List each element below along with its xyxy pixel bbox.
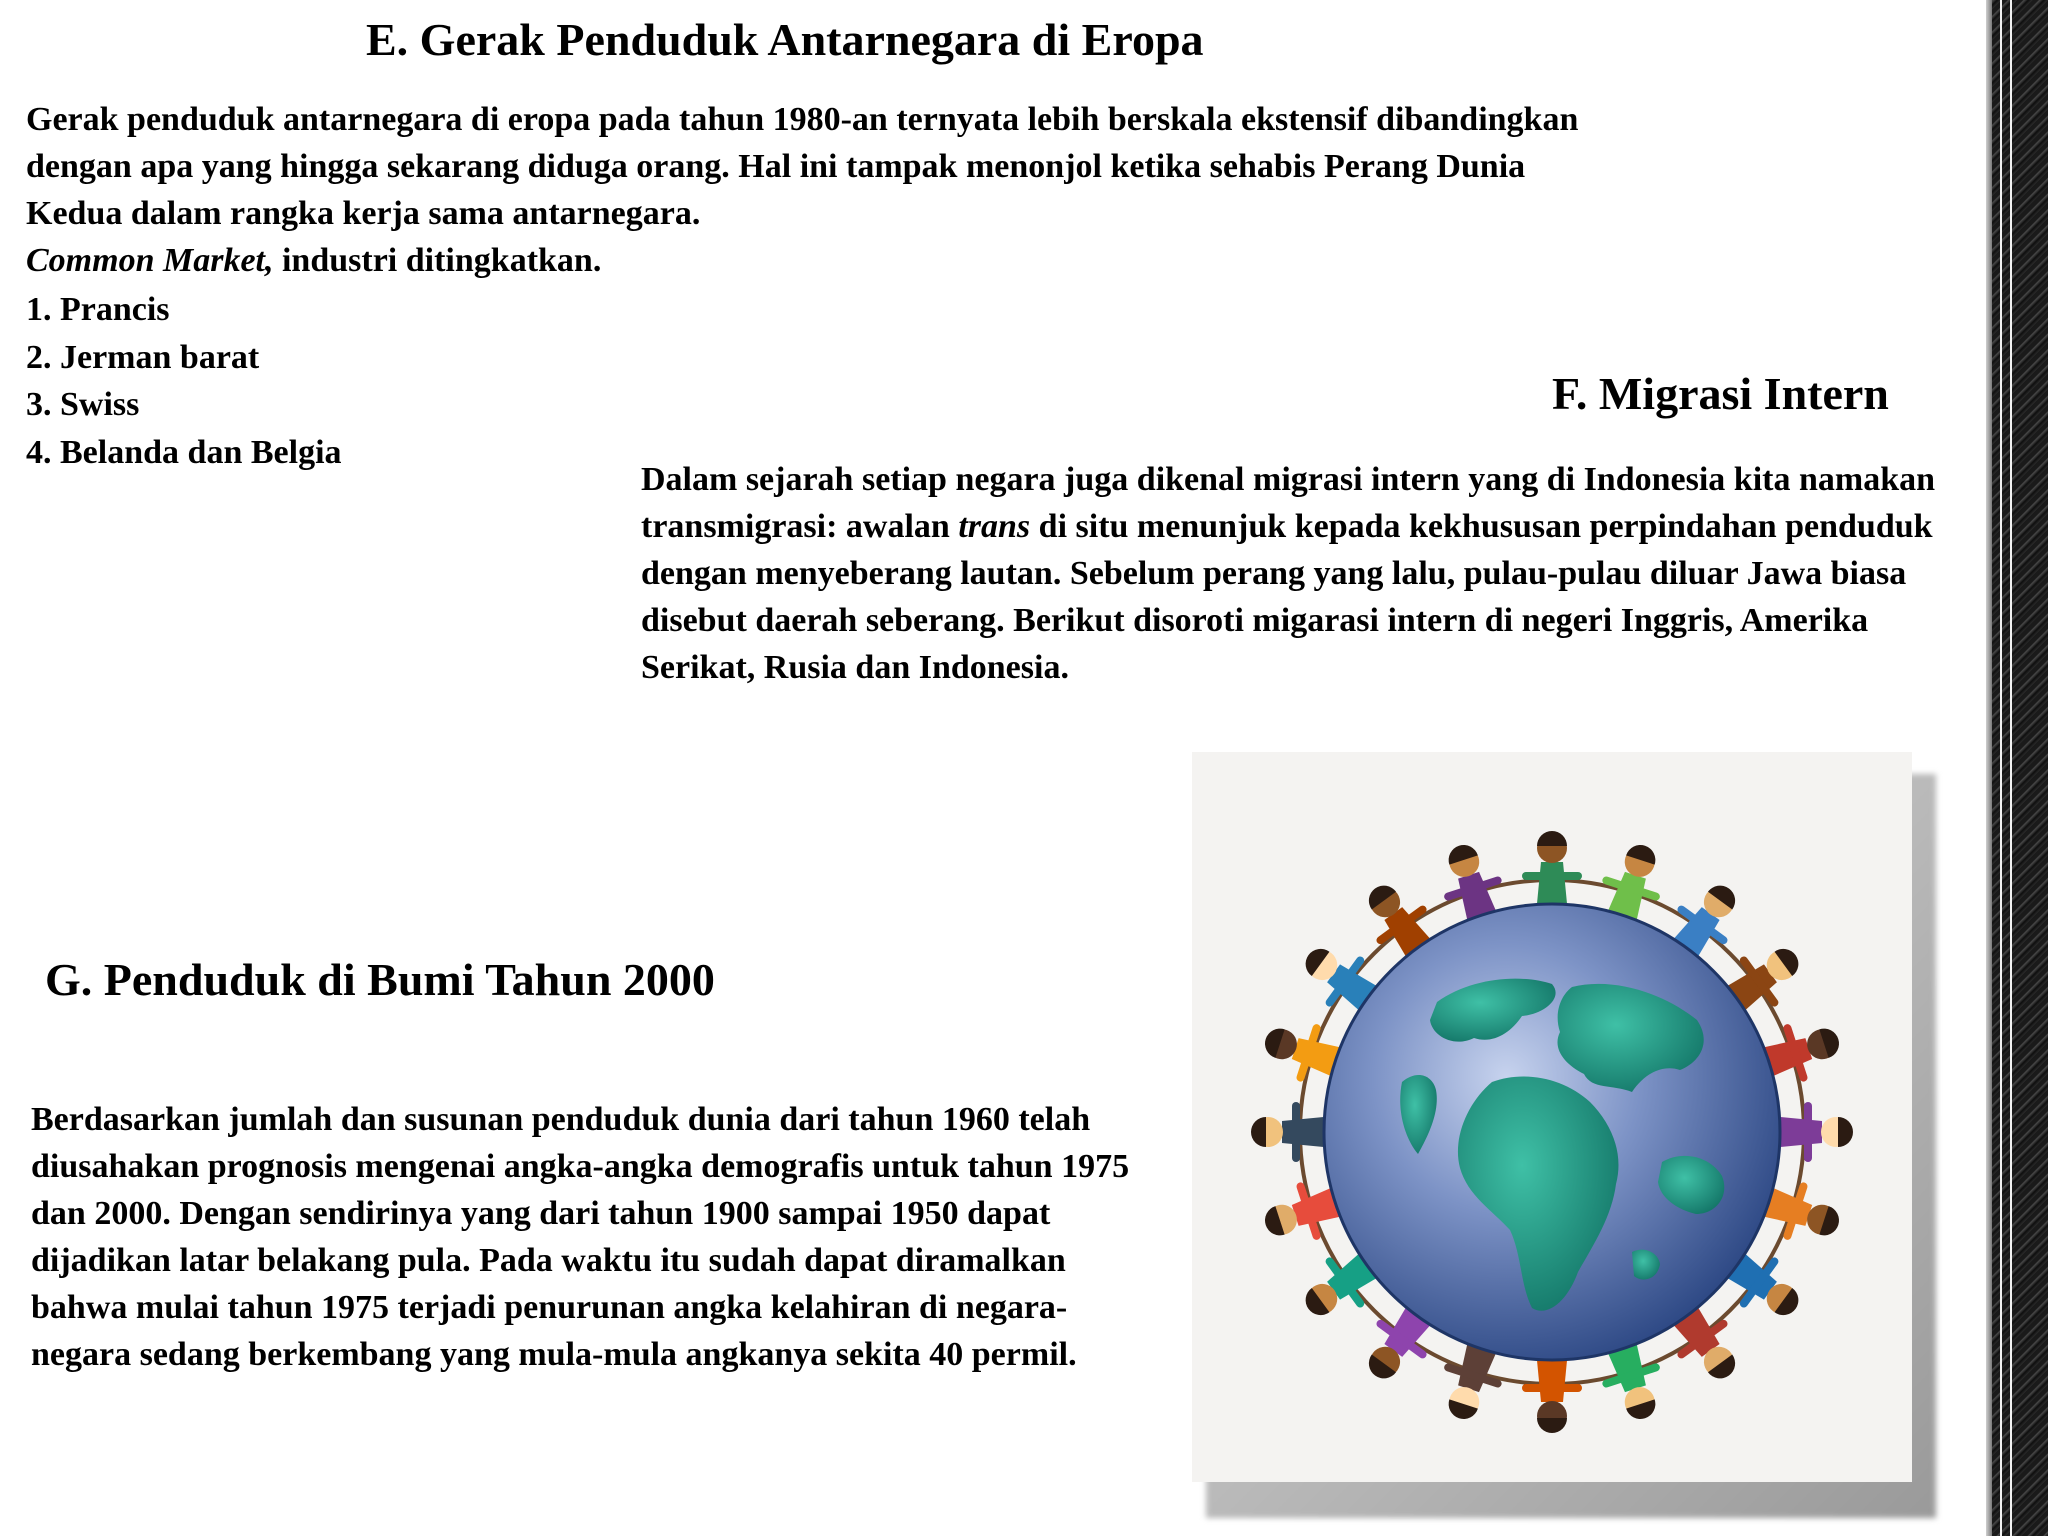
list-item: 4. Belanda dan Belgia <box>26 433 342 471</box>
section-f-paragraph-start: Dalam sejarah setiap negara juga dikenal migrasi intern yang di Indonesia kita namakan transmigrasi: awalan <box>641 461 1936 545</box>
section-f-paragraph <box>641 456 1961 691</box>
section-f-paragraph-italic: trans <box>958 508 1031 545</box>
section-e-title: E. Gerak Penduduk Antarnegara di Eropa <box>366 14 1204 65</box>
section-e-country-list <box>26 286 342 476</box>
globe-illustration <box>1192 752 1912 1482</box>
section-e-paragraph-end: industri ditingkatkan. <box>273 242 602 279</box>
section-e-paragraph <box>26 96 1586 284</box>
list-item: 1. Prancis <box>26 291 170 328</box>
section-f-paragraph-end: di situ menunjuk kepada kekhususan perpindahan penduduk dengan menyeberang lautan. Sebelum perang yang lalu, pulau-pulau diluar Jawa biasa disebut daerah seberang. Berikut disoroti migarasi intern di negeri Inggris, Amerika Serikat, Rusia dan Indonesia. <box>641 508 1933 686</box>
section-g-title: G. Penduduk di Bumi Tahun 2000 <box>45 954 715 1005</box>
people-around-globe-image <box>1192 752 1912 1482</box>
section-e-paragraph-italic: Common Market, <box>26 242 274 279</box>
section-e-paragraph-main: Gerak penduduk antarnegara di eropa pada tahun 1980-an ternyata lebih berskala ekstensif dibandingkan dengan apa yang hingga sekarang diduga orang. Hal ini tampak menonjol ketika sehabis Perang Dunia Kedua dalam rangka kerja sama antarnegara. <box>26 101 1579 232</box>
list-item: 3. Swiss <box>26 386 140 423</box>
list-item: 2. Jerman barat <box>26 338 260 376</box>
decorative-border <box>1986 0 2048 1536</box>
section-g-paragraph: Berdasarkan jumlah dan susunan penduduk dunia dari tahun 1960 telah diusahakan prognosis mengenai angka-angka demografis untuk tahun 1975 dan 2000. Dengan sendirinya yang dari tahun 1900 sampai 1950 dapat dijadikan latar belakang pula. Pada waktu itu sudah dapat diramalkan bahwa mulai tahun 1975 terjadi penurunan angka kelahiran di negara-negara sedang berkembang yang mula-mula angkanya sekita 40 permil. <box>31 1101 1130 1373</box>
section-f-title: F. Migrasi Intern <box>1552 368 1889 419</box>
